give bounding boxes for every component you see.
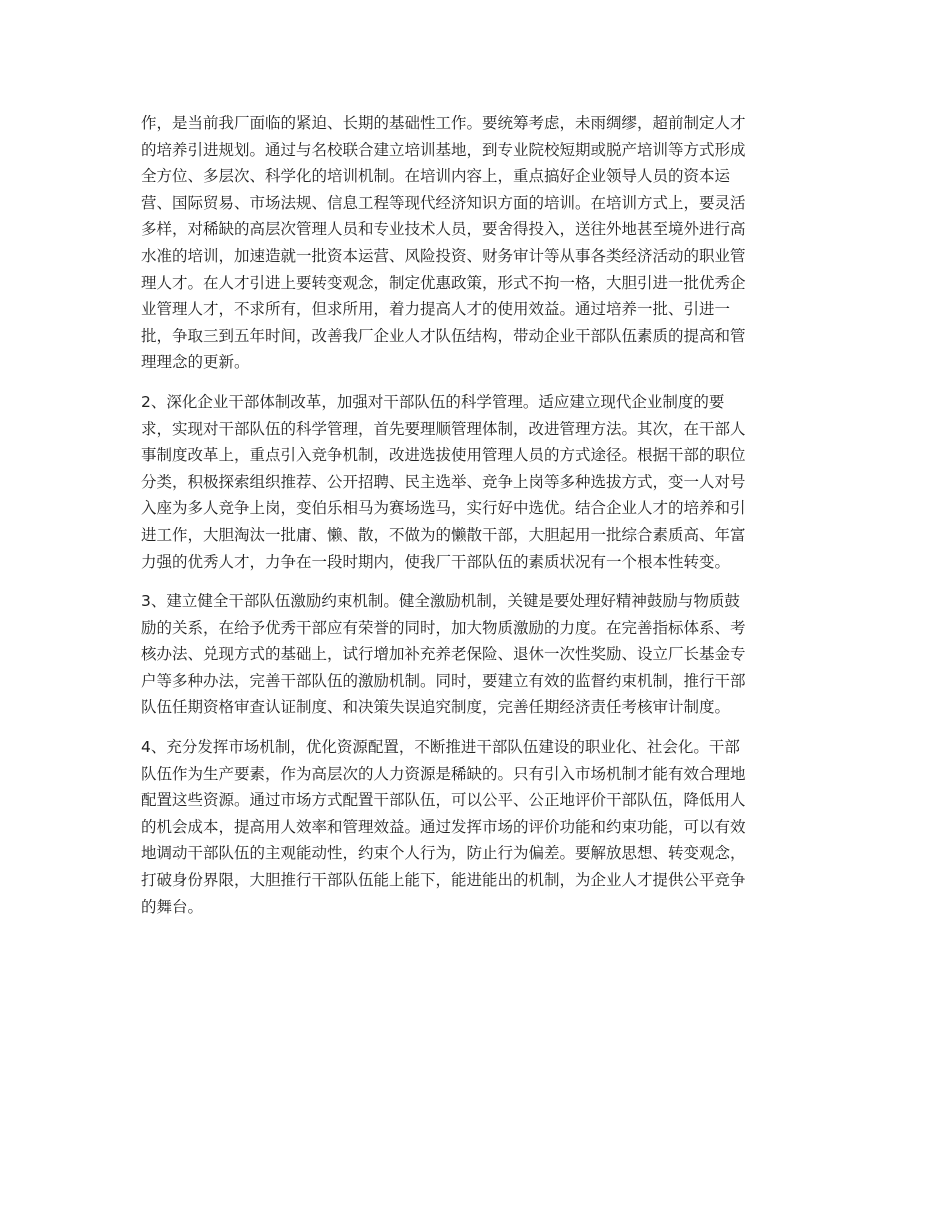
text-line: 励的关系，在给予优秀干部应有荣誉的同时，加大物质激励的力度。在完善指标体系、考 — [141, 618, 746, 637]
text-line: 入座为多人竞争上岗，变伯乐相马为赛场选马，实行好中选优。结合企业人才的培养和引 — [141, 499, 746, 518]
text-line: 的机会成本，提高用人效率和管理效益。通过发挥市场的评价功能和约束功能，可以有效 — [141, 817, 746, 836]
text-line: 配置这些资源。通过市场方式配置干部队伍，可以公平、公正地评价干部队伍，降低用人 — [141, 791, 746, 810]
text-line: 全方位、多层次、科学化的培训机制。在培训内容上，重点搞好企业领导人员的资本运 — [141, 167, 731, 186]
text-line: 队伍任期资格审查认证制度、和决策失误追究制度，完善任期经济责任考核审计制度。 — [141, 698, 731, 717]
text-line: 力强的优秀人才，力争在一段时期内，使我厂干部队伍的素质状况有一个根本性转变。 — [141, 552, 731, 571]
text-line: 求，实现对干部队伍的科学管理，首先要理顺管理体制，改进管理方法。其次，在干部人 — [141, 419, 746, 438]
text-line: 批，争取三到五年时间，改善我厂企业人才队伍结构，带动企业干部队伍素质的提高和管 — [141, 326, 746, 345]
paragraph-market-mechanism — [141, 734, 811, 920]
text-line: 4、充分发挥市场机制，优化资源配置，不断推进干部队伍建设的职业化、社会化。干部 — [141, 738, 740, 757]
text-line: 2、深化企业干部体制改革，加强对干部队伍的科学管理。适应建立现代企业制度的要 — [141, 392, 725, 411]
text-line: 多样，对稀缺的高层次管理人员和专业技术人员，要舍得投入，送往外地甚至境外进行高 — [141, 220, 746, 239]
paragraph-incentive-mechanism — [141, 588, 811, 721]
text-line: 作，是当前我厂面临的紧迫、长期的基础性工作。要统筹考虑，未雨绸缪，超前制定人才 — [141, 114, 746, 132]
text-line: 3、建立健全干部队伍激励约束机制。健全激励机制，关键是要处理好精神鼓励与物质鼓 — [141, 592, 740, 611]
document-body — [141, 110, 811, 933]
text-line: 核办法、兑现方式的基础上，试行增加补充养老保险、退休一次性奖励、设立厂长基金专 — [141, 645, 746, 664]
text-line: 分类，积极探索组织推荐、公开招聘、民主选举、竞争上岗等多种选拔方式，变一人对号 — [141, 472, 746, 491]
paragraph-talent-training — [141, 110, 811, 376]
text-line: 进工作，大胆淘汰一批庸、懒、散，不做为的懒散干部，大胆起用一批综合素质高、年富 — [141, 525, 746, 544]
text-line: 事制度改革上，重点引入竞争机制，改进选拔使用管理人员的方式途径。根据干部的职位 — [141, 446, 746, 465]
text-line: 地调动干部队伍的主观能动性，约束个人行为，防止行为偏差。要解放思想、转变观念， — [141, 844, 746, 863]
paragraph-cadre-reform — [141, 389, 811, 575]
text-line: 的舞台。 — [141, 897, 204, 916]
text-line: 的培养引进规划。通过与名校联合建立培训基地，到专业院校短期或脱产培训等方式形成 — [141, 140, 746, 159]
text-line: 打破身份界限，大胆推行干部队伍能上能下，能进能出的机制，为企业人才提供公平竞争 — [141, 871, 746, 890]
text-line: 水准的培训，加速造就一批资本运营、风险投资、财务审计等从事各类经济活动的职业管 — [141, 246, 746, 265]
text-line: 户等多种办法，完善干部队伍的激励机制。同时，要建立有效的监督约束机制，推行干部 — [141, 671, 746, 690]
text-line: 理理念的更新。 — [141, 353, 250, 372]
text-line: 业管理人才，不求所有，但求所用，着力提高人才的使用效益。通过培养一批、引进一 — [141, 300, 731, 319]
text-line: 营、国际贸易、市场法规、信息工程等现代经济知识方面的培训。在培训方式上，要灵活 — [141, 193, 746, 212]
text-line: 理人才。在人才引进上要转变观念，制定优惠政策，形式不拘一格，大胆引进一批优秀企 — [141, 273, 746, 292]
text-line: 队伍作为生产要素，作为高层次的人力资源是稀缺的。只有引入市场机制才能有效合理地 — [141, 764, 746, 783]
